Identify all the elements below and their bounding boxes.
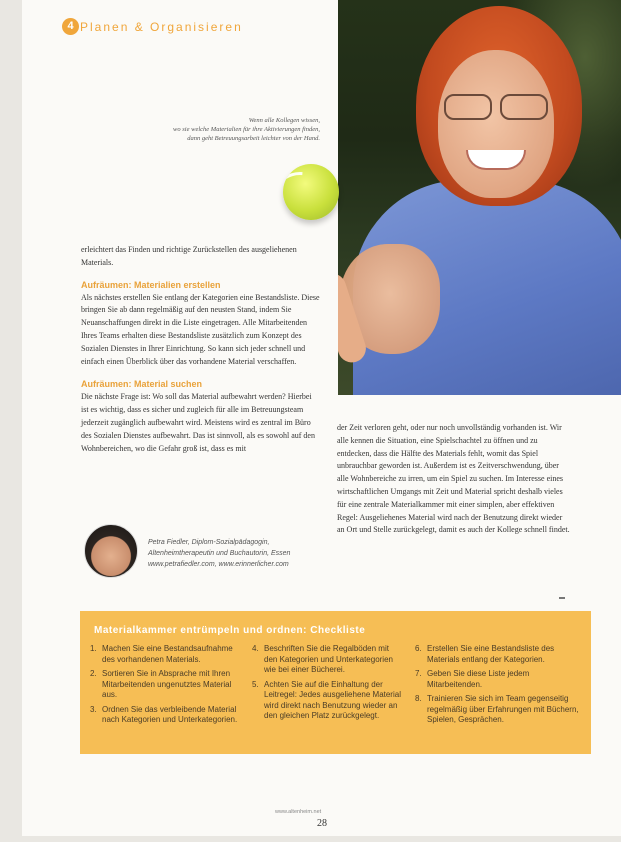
- paragraph-inventory: Als nächstes erstellen Sie entlang der Kategorien eine Bestandsliste. Diese bringen Sie ab dann regelmäßig auf den neusten Stand, indem Sie Neuanschaffungen direkt in die Liste eingetragen. Alle Mitarbeitenden Ihres Teams erhalten diese Bestandsliste zusätzlich zum Konzept des Sozialen Dienstes in Ihrer Einrichtung. So kann sich jeder schnell und einfach einen Überblick über das vorhandene Material verschaffen.: [81, 292, 320, 366]
- subhead-materials: Aufräumen: Materialien erstellen: [81, 279, 221, 290]
- checklist-item: 8. Trainieren Sie sich im Team gegenseitig regelmäßig über Erfahrungen mit Büchern, Spielen, Gesprächen.: [415, 694, 579, 724]
- page-number: 28: [317, 818, 327, 829]
- checklist-item: 4. Beschriften Sie die Regalböden mit den Kategorien und Unterkategorien wie bei einer Bücherei.: [252, 644, 393, 674]
- subhead-storage: Aufräumen: Material suchen: [81, 379, 203, 390]
- checklist-item: 2. Sortieren Sie in Absprache mit Ihren Mitarbeitenden ungenutztes Material aus.: [90, 669, 232, 699]
- left-column: [81, 244, 321, 455]
- checklist-column-2: [252, 644, 404, 726]
- checklist-item: 6. Erstellen Sie eine Bestandsliste des Materials entlang der Kategorien.: [415, 644, 555, 664]
- paragraph-central-storage: der Zeit verloren geht, oder nur noch unvollständig vorhanden ist. Wir alle kennen die Situation, eine Spielschachtel zu öffnen und zu entdecken, dass die Hälfte des Materials fehlt, womit das Spiel unbrauchbar geworden ist. Außerdem ist es Zeitverschwendung, über alle Wohnbereiche zu irren, um ein Spiel zu suchen. Im Interesse eines wirtschaftlichen Umgangs mit Zeit und Material spricht deshalb vieles für eine zentrale Materialkammer mit einer simplen, aber effektiven Regel: Ausgeliehenes Material wird nach der Benutzung direkt wieder an Ort und Stelle zurückgelegt, damit es auch der Kollege schnell findet.: [337, 423, 570, 535]
- author-info: [148, 537, 323, 570]
- portrait-photo: [338, 0, 621, 395]
- checklist-item: 7. Geben Sie diese Liste jedem Mitarbeitenden.: [415, 669, 530, 689]
- checklist-box: [80, 611, 591, 754]
- author-website[interactable]: www.petrafiedler.com, www.erinnerlicher.com: [148, 561, 289, 568]
- checklist-item: 3. Ordnen Sie das verbleibende Material nach Kategorien und Unterkategorien.: [90, 704, 238, 724]
- photo-glasses: [442, 94, 550, 118]
- column-end-marker: [559, 597, 565, 599]
- right-column: [337, 422, 571, 537]
- intro-text: erleichtert das Finden und richtige Zurückstellen des ausgeliehenen Materials.: [81, 245, 297, 267]
- photo-face: [438, 50, 554, 198]
- checklist-item: 5. Achten Sie auf die Einhaltung der Leitregel: Jedes ausgeliehene Material wird direkt nach Benutzung wieder an den gleichen Platz zurückgelegt.: [252, 679, 401, 720]
- checklist-item: 1. Machen Sie eine Bestandsaufnahme des vorhandenen Materials.: [90, 644, 233, 664]
- footer-url: www.altenheim.net: [275, 809, 322, 815]
- author-name: Petra Fiedler,: [148, 539, 190, 546]
- tennis-ball-image: [283, 164, 339, 220]
- author-photo: [84, 524, 138, 578]
- paragraph-storage: Die nächste Frage ist: Wo soll das Material aufbewahrt werden? Hierbei ist es wichtig, dass es sicher und zugleich für alle im Betreuungsteam jederzeit zugänglich aufbewahrt wird. Meistens wird es zentral im Büro des Sozialen Dienstes aufbewahrt. Das ist sinnvoll, als es sowohl auf den Wohnbereichen, wo die Gefahr groß ist, dass es mit: [81, 392, 315, 453]
- author-description: Diplom-Sozialpädagogin, Altenheimtherapeutin und Buchautorin, Essen: [148, 539, 291, 557]
- checklist-title: Materialkammer entrümpeln und ordnen: Checkliste: [94, 625, 366, 636]
- section-title: Planen & Organisieren: [80, 20, 243, 34]
- checklist-column-3: [415, 644, 583, 730]
- photo-caption: Wenn alle Kollegen wissen, wo sie welche Materialien für ihre Aktivierungen finden, dann geht Betreuungsarbeit leichter von der Hand.: [173, 117, 320, 142]
- section-number-badge: 4: [62, 18, 79, 35]
- checklist-column-1: [90, 644, 240, 730]
